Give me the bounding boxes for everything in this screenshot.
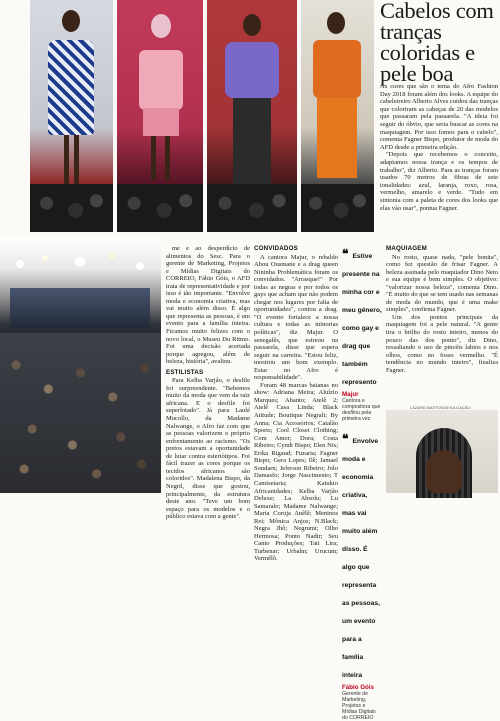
pull-quote [342, 245, 382, 422]
portrait-face [426, 450, 462, 493]
quote-author: Fábio Góis [342, 684, 374, 691]
model-figure [313, 40, 361, 98]
model-trousers [317, 98, 357, 178]
model-trousers [233, 98, 271, 188]
runway-photo-4 [301, 0, 374, 232]
model-figure [139, 50, 183, 110]
lead-paragraph: As cores que são o tema do Afro Fashion Day 2018 foram além dos looks. A equipe do cabeleireiro Alberto Alves cuidou das tranças que coloriram as cabeças de 20 das modelos que passaram pela passarela. "A ideia foi seguir do óbvio, que seria buscar as cores na maquiagem. Por isso fomos para o cabelo", comenta Fagner Bispo, produtor de moda do AFD desde a primeira edição. [380, 83, 498, 151]
article-column-4 [386, 245, 498, 407]
runway-photo-2 [117, 0, 203, 232]
runway-photo-3 [207, 0, 297, 232]
article-column-2 [254, 245, 338, 563]
subhead-convidados: CONVIDADOS [254, 245, 298, 252]
model-head [62, 10, 80, 32]
quote-text: Estive presente na minha cor e meu gênero, como gay e drag que também represento [342, 253, 382, 386]
quote-mark-icon: ❝ [342, 247, 349, 261]
model-leg [64, 135, 69, 185]
quote-author-role: Cantora e compositora que desfilou pela primeira vez [342, 398, 381, 422]
lead-text [380, 83, 498, 212]
headline: Cabelos com tranças coloridas e pele boa [380, 0, 494, 86]
body-paragraph: Foram 48 marcas baianas no show: Adriana Meira; Aluízio Marques; Abanto; Atelê 2; Atelê Casa Linda; Black Atitude; Boutique Negrali; By Anna; Cia Acessórios; Catalão Sports; Cool Closet Clothing; Com Amor; Dora; Costa Ribeiro; Cyndi Bispo; Elen Nis; Erika Rigaud; Fuzaria; Fagner Bispo; Gera Lopes; Ilê; Jamael Sondarn; Jeferson Ribeiro; Jolo Damasfo; Jorge Nascimento; T Camisetaria; Katukio Africanidades; Kelba Varjão Deluxe; La Absolu; Lu Samaralo; Madame Nalwange; Maria Coruja Anêlê; Meninos Rei; Mônica Anjos; N.Black; Negra Jhô; Negrumi; Olho Hermosa; Ponto Nadir; Seu Canto Produções; Tati Lira; Turbenar; Urbahn; Urucum; Vermêlô. [254, 381, 338, 563]
body-paragraph: No rosto, quase nada, "pele bonita", como fez questão de frisar Fagner. A beleza assinada pelo maquiador Dino Neto e sua equipe é bem simples. O objetivo: "valorizar nossa beleza", comenta Dino. "É muito do que se tem usado nas semanas de moda do mundo, que é uma make simples", confirma Fagner. [386, 253, 498, 314]
model-head [151, 14, 171, 38]
audience [30, 184, 113, 232]
model-figure [48, 40, 94, 135]
audience [301, 184, 374, 232]
subhead-maquiagem: MAQUIAGEM [386, 245, 427, 252]
body-paragraph: A cantora Majur, o rebaldo Abou Ousmane e a drag queen Nininha Problemática foram os convidados. "Arrasque!" Por todas as negras e por todos os gays que acham que não podem chegar nos lugares por falta de oportunidades", contou a drag. "O evento fortalece a nossa cultura e todas as minorias políticas", diz Majur. O senegalês, que estreou na passarela, disse que espera seguir na carreira. "Estou feliz, mostrou um bom exemplo. Estar no Afro é responsabilidade". [254, 253, 338, 382]
subhead-estilistas: ESTILISTAS [166, 368, 204, 376]
model-skirt [143, 108, 179, 136]
body-paragraph: me e ao desperdício de alimentos do Sesc. Para o gerente de Marketing, Projetos e Mídias Digitais do CORREIO, Fábio Góis, o AFD trata de representatividade e por isso é tão importante. "Envolve moda e economia criativa, mas vai muito além disso. É algo que representa as pessoas, é um evento para a família inteira. Ficamos muito felizes com o novo local, o Museu Du Ritmo. Foi uma decisão acertada porque agregou, além de beleza, história", avaliou. [166, 245, 250, 366]
photo-credit: LÁZARO BASTOS/DIVULGAÇÃO [410, 405, 471, 410]
quote-author: Majur [342, 391, 359, 398]
audience [117, 184, 203, 232]
quote-text: Envolve moda e economia criativa, mas vai muito além disso. É algo que representa as pessoas, um evento para a família inteira [342, 438, 380, 679]
model-leg [165, 136, 170, 180]
pull-quote [342, 430, 382, 721]
model-head [327, 12, 345, 34]
audience-crowd [0, 333, 161, 493]
body-paragraph: Um dos pontos principais da maquiagem foi a pele natural. "A gente tira o brilho do rosto inteiro, menos do pouco das dos ponto", diz Dino, ressaltando o uso de pincéis labios e nos olhos, como no fosso vermelho. "É tendência no mundo inteiro", finaliza Fagner. [386, 313, 498, 374]
quote-mark-icon: ❝ [342, 432, 349, 446]
model-leg [151, 136, 156, 180]
pull-quotes [342, 245, 382, 721]
audience [207, 184, 297, 232]
model-figure [225, 42, 279, 98]
article-column-1 [166, 245, 250, 521]
stage [10, 288, 150, 328]
portrait-photo [386, 410, 498, 493]
model-head [243, 14, 261, 36]
model-leg [74, 135, 79, 185]
venue-photo [0, 238, 161, 493]
stage-lights [0, 244, 161, 284]
quote-author-role: Gerente de Marketing, Projetos e Mídias Digitais do CORREIO [342, 691, 376, 721]
body-paragraph: Para Kelba Varjão, o desfile foi surpreendente. "Bebemos muito da moda que vem da raiz africana. E o desfile foi superlotado". Já para Laulé Mucollo, da Madame Nalwange, o Afro faz com que as pessoas valorizem o próprio enfrentamento ao racismo. "Os pretos estavam a oportunidade de lutar contra esteriótipos. Foi fácil trazer as cores porque os tecidos africanos são coloridos". Madalena Bispo, da Negril, disse que gostou, principalmente, da estrutura deste ano. "Teve um bom espaço para os modelos e o público estava com a gente". [166, 377, 250, 521]
runway-photo-1 [30, 0, 113, 232]
lead-paragraph: "Depois que recebemos o conceito, adaptamos nossa trança e os tempos de trabalho", diz Alberto. Para as tranças foram usados 70 metros de fibras de sete tonalidades: azul, laranja, roxo, rosa, vermelho, amarelo e verde. "Tudo em sintonia com a paleta de cores dos looks que elas vão usar", pontua Fagner. [380, 151, 498, 212]
